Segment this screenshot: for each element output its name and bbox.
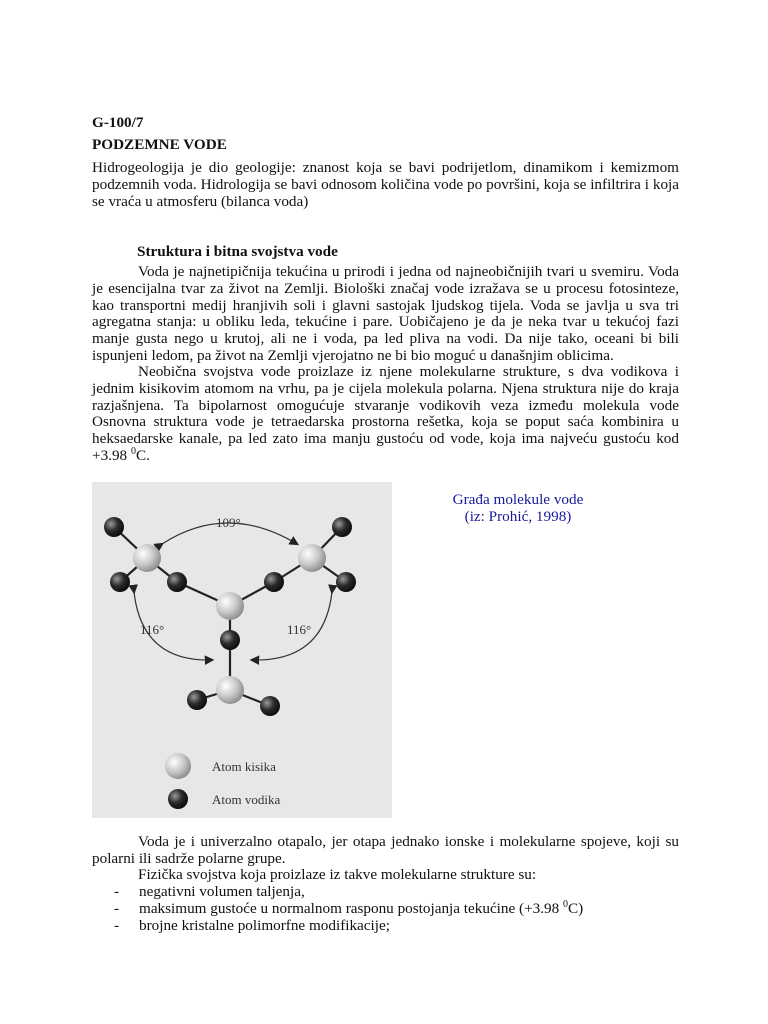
intro-paragraph: Hidrogeologija je dio geologije: znanost koja se bavi podrijetlom, dinamikom i kemizmom podzemnih voda. Hidrologija se bavi odnosom količina vode po površini, koja se infiltrira i koja se vraća u atmosferu (bilanca voda): [92, 159, 679, 210]
hydrogen-atom: [264, 572, 284, 592]
caption-line-1: Građa molekule vode: [452, 491, 584, 508]
hydrogen-atom: [332, 517, 352, 537]
hydrogen-atom: [104, 517, 124, 537]
oxygen-atom: [216, 592, 244, 620]
hydrogen-atom: [220, 630, 240, 650]
caption-line-2: (iz: Prohić, 1998): [464, 508, 572, 525]
list-item: [92, 898, 692, 918]
legend-hydrogen-label: Atom vodika: [212, 792, 281, 807]
section-title: Struktura i bitna svojstva vode: [137, 243, 338, 260]
hydrogen-atom: [110, 572, 130, 592]
oxygen-atom: [133, 544, 161, 572]
para2-text: Neobična svojstva vode proizlaze iz njene molekularne strukture, s dva vodikova i jednim kisikovim atomom na vrhu, pa je cijela molekula polarna. Njena struktura nije do kraja razjašnjena. Ta bipolarnost omogućuje stvaranje vodikovih veza između molekula vode Osnovna struktura vode je tetraedarska prostorna rešetka, koja se poput saća kombinira u heksaedarske kanale, pa led zato ima manju gustoću od vode, koja ima najveću gustoću kod +3.98: [92, 363, 679, 464]
list-item: [92, 918, 692, 935]
document-code: G-100/7: [92, 114, 144, 131]
list-dash: -: [114, 917, 120, 934]
hydrogen-atom: [336, 572, 356, 592]
hydrogen-atom: [260, 696, 280, 716]
degree-superscript: 0: [130, 445, 136, 457]
water-molecule-figure: [92, 482, 392, 818]
paragraph-3: Voda je i univerzalno otapalo, jer otapa jednako ionske i molekularne spojeve, koji su polarni ili sadrže polarne grupe.: [92, 833, 679, 867]
page-title: PODZEMNE VODE: [92, 136, 227, 153]
list-item: [92, 884, 692, 901]
list-dash: -: [114, 900, 120, 917]
angle-label-left: 116°: [140, 622, 165, 637]
list-dash: -: [114, 883, 120, 900]
figure-caption: [418, 491, 618, 525]
legend-oxygen-label: Atom kisika: [212, 759, 276, 774]
hydrogen-atom: [187, 690, 207, 710]
hydrogen-atom: [167, 572, 187, 592]
list-item-text: negativni volumen taljenja,: [139, 883, 305, 900]
list-item-end: C): [568, 900, 584, 917]
legend-hydrogen-swatch: [168, 789, 188, 809]
properties-list: [92, 884, 692, 935]
angle-label-top: 109°: [216, 515, 241, 530]
degree-superscript: 0: [563, 898, 569, 910]
list-item-text: maksimum gustoće u normalnom rasponu postojanja tekućine (+3.98: [139, 900, 564, 917]
section-paragraph-2: [92, 364, 679, 465]
paragraph-4: Fizička svojstva koja proizlaze iz takve molekularne strukture su:: [138, 866, 537, 883]
molecule-diagram: [92, 482, 392, 818]
section-paragraph-1: Voda je najnetipičnija tekućina u prirodi i jedna od najneobičnijih tvari u svemiru. Voda je esencijalna tvar za život na Zemlji. Biološki značaj vode izražava se u procesu fotosinteze, kao transportni medij hranjivih soli i glavni sastojak ljudskog tijela. Voda se javlja u sva tri agregatna stanja: u obliku leda, tekućine i pare. Uobičajeno je da je neka tvar u tekućoj fazi manje gusta nego u krutoj, ali ne i voda, pa led pliva na vodi. Da nije tako, oceani bi bili ispunjeni ledom, pa život na Zemlji vjerojatno ne bi bio moguć u današnjim oblicima.: [92, 263, 679, 364]
oxygen-atom: [298, 544, 326, 572]
para2-end: C.: [135, 446, 150, 464]
list-item-text: brojne kristalne polimorfne modifikacije;: [139, 917, 390, 934]
legend-oxygen-swatch: [165, 753, 191, 779]
angle-label-right: 116°: [287, 622, 312, 637]
oxygen-atom: [216, 676, 244, 704]
